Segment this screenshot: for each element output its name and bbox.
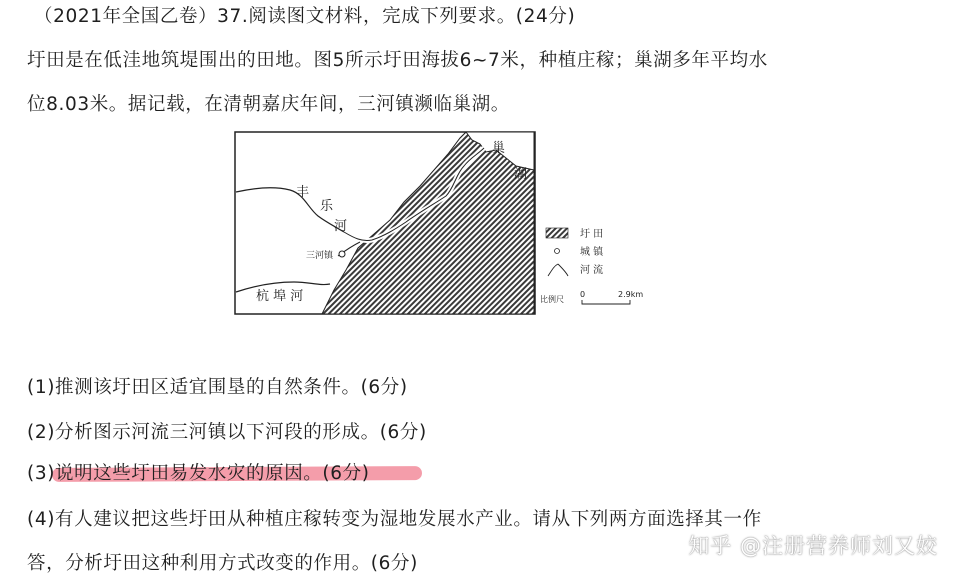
zhihu-watermark: 知乎 @注册营养师刘又姣 (688, 534, 938, 558)
sanhe-town-marker (339, 251, 345, 257)
question-2: (2)分析图示河流三河镇以下河段的形成。(6分) (27, 422, 427, 443)
legend-town-marker (555, 249, 560, 254)
scale-bar (582, 300, 630, 304)
river1-char-2: 乐 (320, 199, 334, 214)
question-4-line-1: (4)有人建议把这些圩田从种植庄稼转变为湿地发展水产业。请从下列两方面选择其一作 (27, 509, 762, 530)
town-label: 三河镇 (306, 251, 334, 261)
lake-label-1: 巢 (492, 141, 506, 156)
polder-map-figure (234, 130, 654, 320)
legend-river-icon (548, 264, 568, 276)
hangbu-river-label: 杭 埠 河 (256, 289, 304, 304)
legend-polder-swatch (546, 228, 568, 238)
river1-char-1: 丰 (296, 185, 310, 200)
passage-line-1: 圩田是在低洼地筑堤围出的田地。图5所示圩田海拔6~7米，种植庄稼；巢湖多年平均水 (27, 50, 768, 71)
legend-polder-label: 圩 田 (580, 229, 604, 240)
question-header: （2021年全国乙卷）37.阅读图文材料，完成下列要求。(24分) (34, 6, 576, 27)
scale-zero: 0 (580, 290, 586, 299)
scale-max: 2.9km (618, 290, 644, 299)
legend-river-label: 河 流 (580, 265, 604, 276)
question-3: (3)说明这些圩田易发水灾的原因。(6分) (27, 463, 370, 484)
question-1: (1)推测该圩田区适宜围垦的自然条件。(6分) (27, 377, 408, 398)
scale-label: 比例尺 (540, 295, 564, 304)
question-4-line-2: 答，分析圩田这种利用方式改变的作用。(6分) (27, 553, 418, 574)
legend-town-label: 城 镇 (580, 247, 604, 258)
river1-char-3: 河 (334, 219, 348, 234)
passage-line-2: 位8.03米。据记载，在清朝嘉庆年间，三河镇濒临巢湖。 (27, 94, 510, 115)
lake-label-2: 湖 (514, 167, 528, 182)
